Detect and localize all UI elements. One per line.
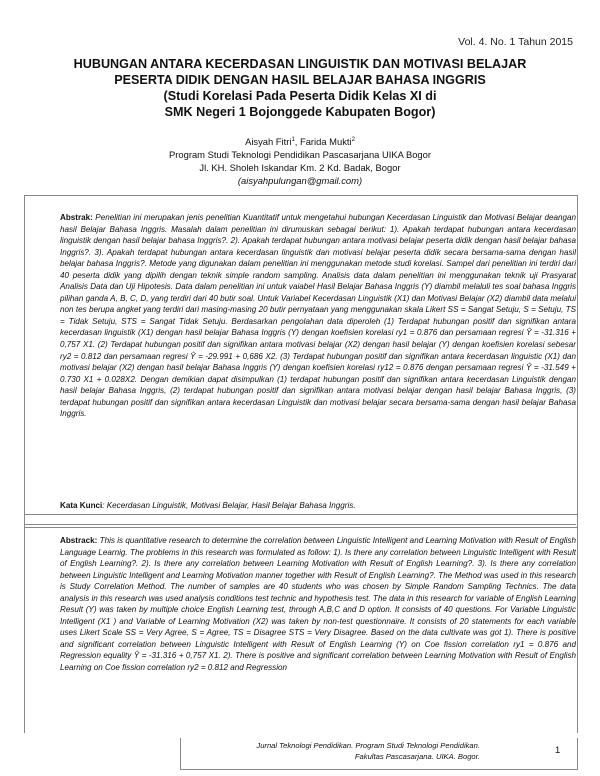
keywords-label: Kata Kunci	[60, 501, 103, 510]
author-2-sup: 2	[351, 137, 355, 143]
footer-line-1: Jurnal Teknologi Pendidikan. Program Studi Teknologi Pendidikan.	[256, 741, 480, 750]
title-line-2: PESERTA DIDIK DENGAN HASIL BELAJAR BAHASA INGGRIS	[114, 73, 486, 87]
abstract-english	[60, 535, 576, 674]
author-separator: , Farida Mukti	[294, 136, 352, 148]
divider-after-abstract	[25, 514, 577, 515]
journal-volume-info: Vol. 4. No. 1 Tahun 2015	[458, 36, 573, 48]
title-line-3: (Studi Korelasi Pada Peserta Didik Kelas XI di	[163, 89, 437, 103]
author-1-sup: 1	[291, 137, 295, 143]
abstract-english-container	[60, 535, 576, 733]
address: Jl. KH. Sholeh Iskandar Km. 2 Kd. Badak, Bogor	[199, 162, 401, 174]
abstract-en-text: This is quantitative research to determine the correlation between Linguistic Intelligent and Learning Motivation with Result of English Language Learnig. The problems in this research was formulated as follow: 1). Is there any correlation between Linguistic Intelligent with Result of English Learning?. 2). Is there any correlation between Learning Motivation with Result of English Learning?. 3). Is there any correlation between Linguistic Intelligent and Learning Motivation manner together with Result of English Learning?. The Method was used in this research is Study Correlation Method. The number of samples are 40 students who was chosen by Simple Random Sampling Technics. The data analysis in this research was used analysis conditions test technic and hypothesis test. The data in this research for variable of English Learning Result (Y) was taken by multiple choice English Learning test, through A,B,C and D option. It consists of 40 questions. For Variable Linguistic Intelligent (X1 ) and Variable of Learning Motivation (X2) was taken by non-test questionnaire. It consists of 20 statements for each variable uses Likert Scale SS = Very Agree, S = Agree, TS = Disagree STS = Very Disagree. Based on the data cultivate was got 1). There is positive and significant correlation between Linguistic Intelligent with Result of English Learning (Y) on Coe fission correlation ry1 = 0.876 and Regression equality Ŷ = -31.316 + 0,757 X1. 2). There is positive and significant correlation between Learning Motivation with Result of English Learning on Coe fission correlation ry2 = 0.812 and Regression	[60, 536, 576, 673]
footer-journal	[180, 741, 480, 762]
page-number: 1	[555, 744, 561, 755]
keywords-text: : Kecerdasan Linguistik, Motivasi Belajar, Hasil Belajar Bahasa Inggris.	[102, 501, 356, 510]
abstract-id-text: Penelitian ini merupakan jenis penelitian Kuantitatif untuk mengetahui hubungan Kecerdasan Linguistik dan Motivasi Belajar deangan hasil Belajar Bahasa Inggris. Masalah dalam penelitian ini dirumuskan sebagai berikut: 1). Apakah terdapat hubungan antara kecerdasan linguistik dengan hasil belajar bahasa Inggris?. 2). Apakah terdapat hubungan antara motivasi belajar peserta didik dengan hasil belajar bahasa Inggris?. 3). Apakah terdapat hubungan antara kecerdasan linguistik dan motivasi belajar peserta didik secara bersama-sama dengan hasil belajar bahasa Inggris?. Metode yang digunakan dalam penelitian ini menggunakan metode studi korelasi. Sampel dari penelitian ini terdiri dari 40 peserta didik yang dipilih dengan teknik simple random sampling. Analisis data dalam penelitian ini menggunakan teknik uji Prasyarat Analisis Data dan Uji Hipotesis. Data dalam penelitian ini untuk vaiabel Hasil Belajar Bahasa Inggris (Y) diambil melaluli tes soal bahasa Inggris pilihan ganda A, B, C, D, yang terdiri dari 40 butir soal. Untuk Variabel Kecerdasan Linguistik (X1) dan Motivasi Belajar (X2) diambil data melalui non tes berupa angket yang terdiri dari masing-masing 20 butir pernyataan yang menggunakan skala Likert SS = Sangat Setuju, S = Setuju, TS = Tidak Setuju, STS = Sangat Tidak Setuju. Berdasarkan pengolahan data diperoleh (1) Terdapat hubungan positif dan signifikan antara kecerdasan linguistik (X1) dengan hasil belajar Bahasa Inggris (Y) dengan koefisien korelasi ry1 = 0.876 dan persamaan regresi Ŷ = -31.316 + 0,757 X1. (2) Terdapat hubungan positif dan signifikan antara motivasi belajar (X2) dengan hasil belajar (Y) dengan koefisien korelasi sebesar ry2 = 0.812 dan persamaan regresi Ŷ = -29.991 + 0,686 X2. (3) Terdapat hubungan positif dan signifikan antara kecerdasan linguistic (X1) dan motivasi belajar (X2) dengan hasil belajar Bahasa Inggris (Y) dengan koefisien korelasi ry12 = 0.876 dengan persamaan regresi Ŷ = -31.549 + 0.730 X1 + 0.028X2. Dengan demikian dapat disimpulkan (1) terdapat hubungan positif dan signifikan antara kecerdasan Linguistik dengan hasil belajar Bahasa Inggris, (2) terdapat hubungan positif dan signifikan antara motivasi belajar dengan hasil belajar Bahasa Inggris, (3) terdapat hubungan positif dan signifikan antara kecerdasan Linguistik dan motivasi belajar secara bersama-sama dengan hasil belajar Bahasa Inggris.	[60, 213, 576, 419]
author-names	[40, 134, 560, 148]
title-line-1: HUBUNGAN ANTARA KECERDASAN LINGUISTIK DAN MOTIVASI BELAJAR	[73, 57, 527, 71]
email: (aisyahpulungan@gmail.com)	[237, 175, 363, 187]
author-block	[40, 134, 560, 187]
divider-before-keywords	[25, 527, 577, 528]
divider-after-keywords	[24, 524, 576, 525]
keywords	[60, 500, 576, 512]
title-line-4: SMK Negeri 1 Bojonggede Kabupaten Bogor)	[164, 105, 436, 119]
abstract-id-label: Abstrak:	[60, 213, 93, 222]
affiliation: Program Studi Teknologi Pendidikan Pascasarjana UIKA Bogor	[169, 149, 431, 161]
abstract-en-label: Abstrack:	[60, 536, 98, 545]
footer-line-2: Fakultas Pascasarjana. UIKA. Bogor.	[354, 751, 480, 761]
paper-title	[40, 56, 560, 120]
abstract-indonesian	[60, 212, 576, 420]
author-1: Aisyah Fitri	[245, 136, 292, 148]
